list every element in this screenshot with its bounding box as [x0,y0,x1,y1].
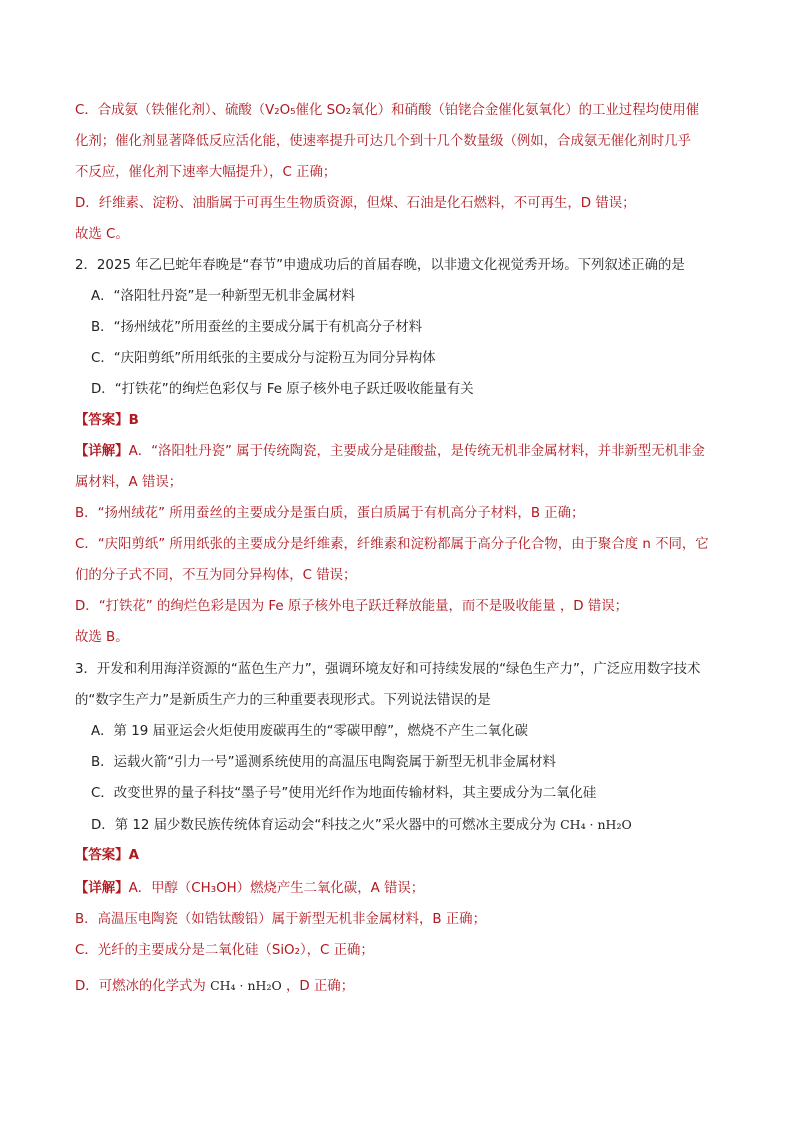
detail-tag: 【详解】 [75,881,129,896]
detail-text: A．“洛阳牡丹瓷” 属于传统陶瓷，主要成分是硅酸盐，是传统无机非金属材料，并非新型无机非金 [128,444,705,459]
detail-tag: 【详解】 [75,444,129,459]
detail-2-line: 们的分子式不同，不互为同分异构体，C 错误； [75,568,357,583]
question-2-option-b: B．“扬州绒花”所用蚕丝的主要成分属于有机高分子材料 [91,320,423,335]
answer-value: B [128,413,139,428]
detail-text: D．可燃冰的化学式为 [75,979,211,994]
question-3-stem: 3．开发和利用海洋资源的“蓝色生产力”，强调环境友好和可持续发展的“绿色生产力”，广泛应用数字技术 [75,662,701,677]
text-line: C．合成氨（铁催化剂）、硫酸（V₂O₅催化 SO₂氧化）和硝酸（铂铑合金催化氨氧化）的工业过程均使用催 [75,103,700,118]
detail-2-line: 属材料，A 错误； [75,475,183,490]
answer-3 [75,846,725,866]
text-line: 故选 C。 [75,227,129,242]
question-2-option-d: D．“打铁花”的绚烂色彩仅与 Fe 原子核外电子跃迁吸收能量有关 [91,382,474,397]
detail-text: ，D 正确； [281,979,355,994]
question-2-option-c: C．“庆阳剪纸”所用纸张的主要成分与淀粉互为同分异构体 [91,351,436,366]
detail-3-line: B．高温压电陶瓷（如锆钛酸铅）属于新型无机非金属材料，B 正确； [75,912,486,927]
detail-2-line: B．“扬州绒花” 所用蚕丝的主要成分是蛋白质，蛋白质属于有机高分子材料，B 正确； [75,506,585,521]
option-text: D．第 12 届少数民族传统体育运动会“科技之火”采火器中的可燃冰主要成分为 [91,818,561,833]
question-3-option-a: A．第 19 届亚运会火炬使用废碳再生的“零碳甲醇”，燃烧不产生二氧化碳 [91,724,528,739]
question-3-stem: 的“数字生产力”是新质生产力的三种重要表现形式。下列说法错误的是 [75,693,491,708]
detail-2-line: C．“庆阳剪纸” 所用纸张的主要成分是纤维素，纤维素和淀粉都属于高分子化合物，由于聚合度 n 不同，它 [75,537,709,552]
question-3-option-c: C．改变世界的量子科技“墨子号”使用光纤作为地面传输材料，其主要成分为二氧化硅 [91,786,597,801]
detail-3-line [75,879,725,899]
text-line: D．纤维素、淀粉、油脂属于可再生生物质资源，但煤、石油是化石燃料，不可再生，D 错误； [75,196,636,211]
detail-2-line: 故选 B。 [75,630,129,645]
detail-2-line: D．“打铁花” 的绚烂色彩是因为 Fe 原子核外电子跃迁释放能量，而不是吸收能量 ，D 错误； [75,599,629,614]
text-line: 不反应，催化剂下速率大幅提升），C 正确； [75,165,337,180]
detail-text: A．甲醇（CH₃OH）燃烧产生二氧化碳，A 错误； [128,881,425,896]
answer-tag: 【答案】 [75,848,129,863]
question-2-stem: 2．2025 年乙巳蛇年春晚是“春节”申遗成功后的首届春晚，以非遗文化视觉秀开场。下列叙述正确的是 [75,258,685,273]
question-2-option-a: A．“洛阳牡丹瓷”是一种新型无机非金属材料 [91,289,356,304]
chemical-formula: CH₄ · nH₂O [560,817,632,832]
chemical-formula: CH₄ · nH₂O [210,978,282,993]
answer-2 [75,411,725,431]
detail-2-line [75,442,725,462]
text-line: 化剂；催化剂显著降低反应活化能，使速率提升可达几个到十几个数量级（例如，合成氨无催化剂时几乎 [75,134,691,149]
detail-3-line: C．光纤的主要成分是二氧化硅（SiO₂），C 正确； [75,943,374,958]
detail-3-line [75,976,725,997]
question-3-option-b: B．运载火箭“引力一号”遥测系统使用的高温压电陶瓷属于新型无机非金属材料 [91,755,556,770]
answer-value: A [128,848,139,863]
answer-tag: 【答案】 [75,413,129,428]
question-3-option-d [91,815,741,836]
